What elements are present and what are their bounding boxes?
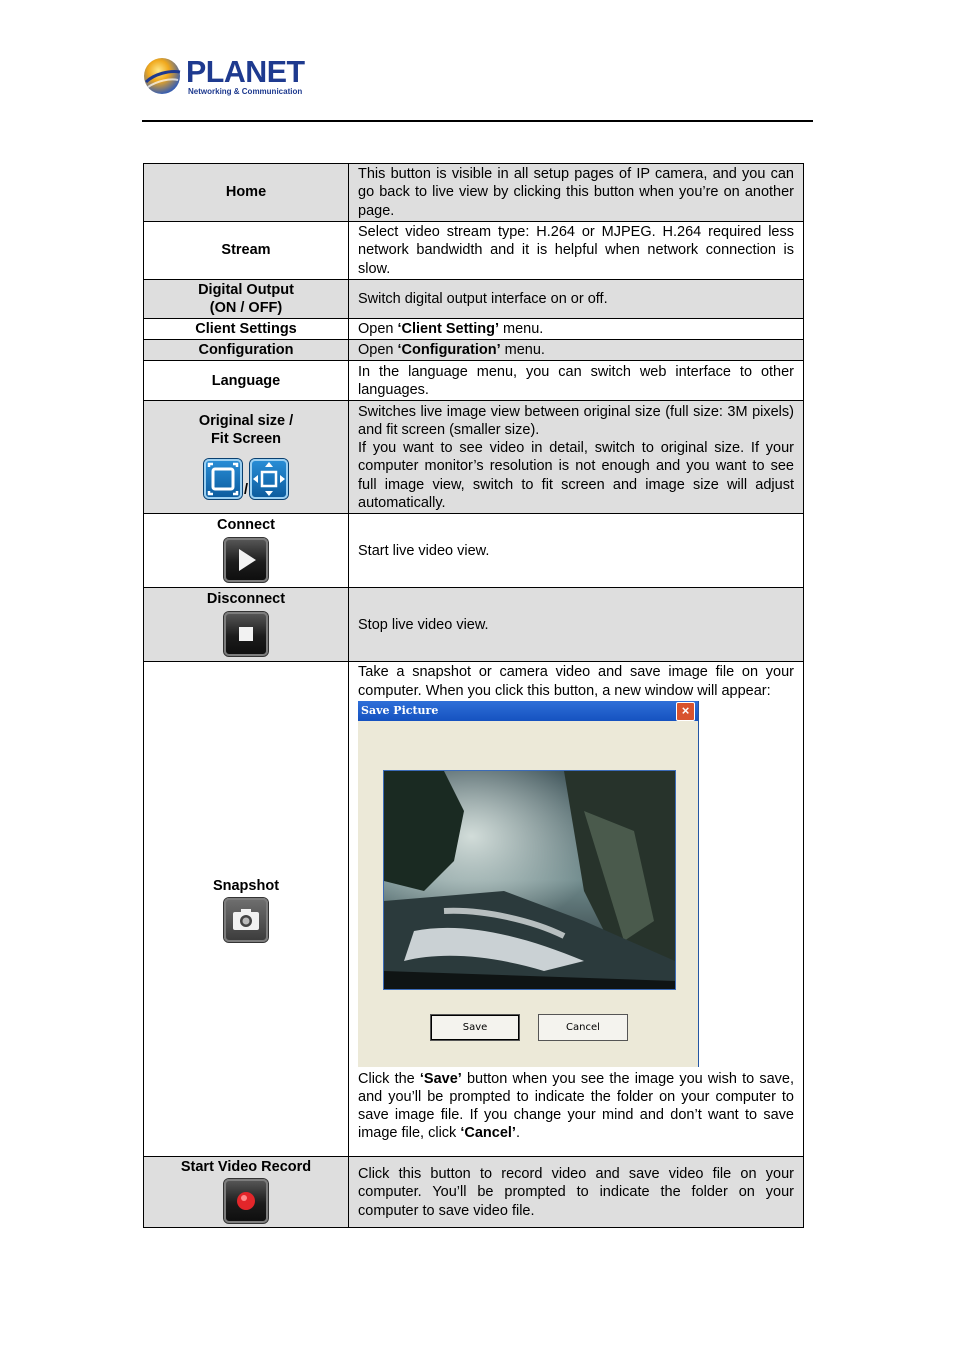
close-icon[interactable]: × bbox=[676, 702, 695, 721]
save-picture-dialog bbox=[358, 701, 699, 1067]
button-description-table bbox=[143, 163, 804, 1228]
table-row bbox=[144, 164, 804, 222]
row-description bbox=[349, 319, 804, 340]
dialog-title: Save Picture bbox=[358, 701, 698, 721]
row-key bbox=[144, 588, 349, 662]
table-row bbox=[144, 662, 804, 1157]
desc-text: button when you see the image you wish to save, and you’ll be prompted to indicate the folder on your computer to save image file. If you change your mind and don’t want to save image file, click bbox=[358, 1070, 794, 1142]
desc-bold: ‘Client Setting’ bbox=[397, 321, 499, 337]
row-key bbox=[144, 280, 349, 319]
row-key: Client Settings bbox=[144, 319, 349, 340]
brand-tagline: Networking & Communication bbox=[188, 87, 303, 96]
table-row bbox=[144, 319, 804, 340]
row-key bbox=[144, 1157, 349, 1228]
row-key-line2: Fit Screen bbox=[210, 431, 282, 448]
row-description: Stop live video view. bbox=[349, 588, 804, 662]
fit-screen-icon bbox=[250, 459, 288, 499]
original-size-icon bbox=[204, 459, 242, 499]
row-key-label: Connect bbox=[217, 517, 275, 534]
row-key: Configuration bbox=[144, 340, 349, 361]
cancel-button[interactable]: Cancel bbox=[538, 1014, 628, 1041]
row-key bbox=[144, 401, 349, 514]
planet-logo bbox=[142, 54, 312, 100]
table-row bbox=[144, 222, 804, 280]
table-row bbox=[144, 401, 804, 514]
table-row bbox=[144, 1157, 804, 1228]
desc-paragraph bbox=[358, 1070, 794, 1143]
desc-bold: ‘Save’ bbox=[419, 1070, 462, 1087]
row-key-line1: Original size / bbox=[198, 413, 294, 430]
row-description bbox=[349, 662, 804, 1157]
row-key bbox=[144, 662, 349, 1157]
globe-logo-icon bbox=[142, 56, 182, 96]
desc-text: Open bbox=[358, 321, 398, 337]
camera-icon bbox=[224, 898, 268, 942]
icon-separator: / bbox=[243, 482, 249, 499]
desc-paragraph: If you want to see video in detail, switch to original size. If your computer monitor’s resolution is not enough and you want to see full image view, switch to fit screen and image size will adjust automatically. bbox=[358, 440, 794, 511]
row-key-label: Disconnect bbox=[206, 591, 286, 608]
row-key: Home bbox=[144, 164, 349, 222]
row-key-line1: Digital Output bbox=[198, 281, 294, 298]
row-description bbox=[349, 340, 804, 361]
row-description: Click this button to record video and save video file on your computer. You’ll be prompted to indicate the folder on your computer to save video file. bbox=[349, 1157, 804, 1228]
desc-paragraph: Switches live image view between original size (full size: 3M pixels) and fit screen (smaller size). bbox=[358, 403, 794, 438]
header-divider bbox=[142, 120, 813, 122]
row-key: Language bbox=[144, 361, 349, 401]
record-icon bbox=[224, 1179, 268, 1223]
desc-text: Open bbox=[358, 342, 398, 359]
row-key-label: Start Video Record bbox=[180, 1159, 312, 1176]
desc-bold: ‘Cancel’ bbox=[460, 1125, 516, 1142]
desc-text: menu. bbox=[499, 321, 544, 337]
table-row bbox=[144, 280, 804, 319]
row-key bbox=[144, 514, 349, 588]
table-row bbox=[144, 361, 804, 401]
row-key-label: Snapshot bbox=[212, 877, 280, 894]
play-icon bbox=[224, 538, 268, 582]
size-icons bbox=[144, 459, 348, 499]
row-description: In the language menu, you can switch web interface to other languages. bbox=[349, 361, 804, 401]
table-row bbox=[144, 340, 804, 361]
desc-bold: ‘Configuration’ bbox=[397, 342, 501, 359]
desc-text: Click the bbox=[358, 1070, 420, 1087]
row-key-line2: (ON / OFF) bbox=[209, 300, 283, 316]
stop-icon bbox=[224, 612, 268, 656]
desc-text: . bbox=[515, 1125, 520, 1142]
snapshot-preview-image bbox=[383, 770, 676, 990]
desc-paragraph: Take a snapshot or camera video and save image file on your computer. When you click this button, a new window will appear: bbox=[358, 664, 794, 699]
save-button[interactable]: Save bbox=[430, 1014, 520, 1041]
table-row bbox=[144, 514, 804, 588]
row-description: This button is visible in all setup pages of IP camera, and you can go back to live view by clicking this button when you’re on another page. bbox=[349, 164, 804, 222]
brand-name: PLANET bbox=[186, 54, 305, 89]
row-description: Select video stream type: H.264 or MJPEG. H.264 required less network bandwidth and it is helpful when network connection is slow. bbox=[349, 222, 804, 280]
row-key: Stream bbox=[144, 222, 349, 280]
row-description: Start live video view. bbox=[349, 514, 804, 588]
table-row bbox=[144, 588, 804, 662]
desc-text: menu. bbox=[500, 342, 545, 359]
row-description: Switch digital output interface on or off. bbox=[349, 280, 804, 319]
row-description bbox=[349, 401, 804, 514]
